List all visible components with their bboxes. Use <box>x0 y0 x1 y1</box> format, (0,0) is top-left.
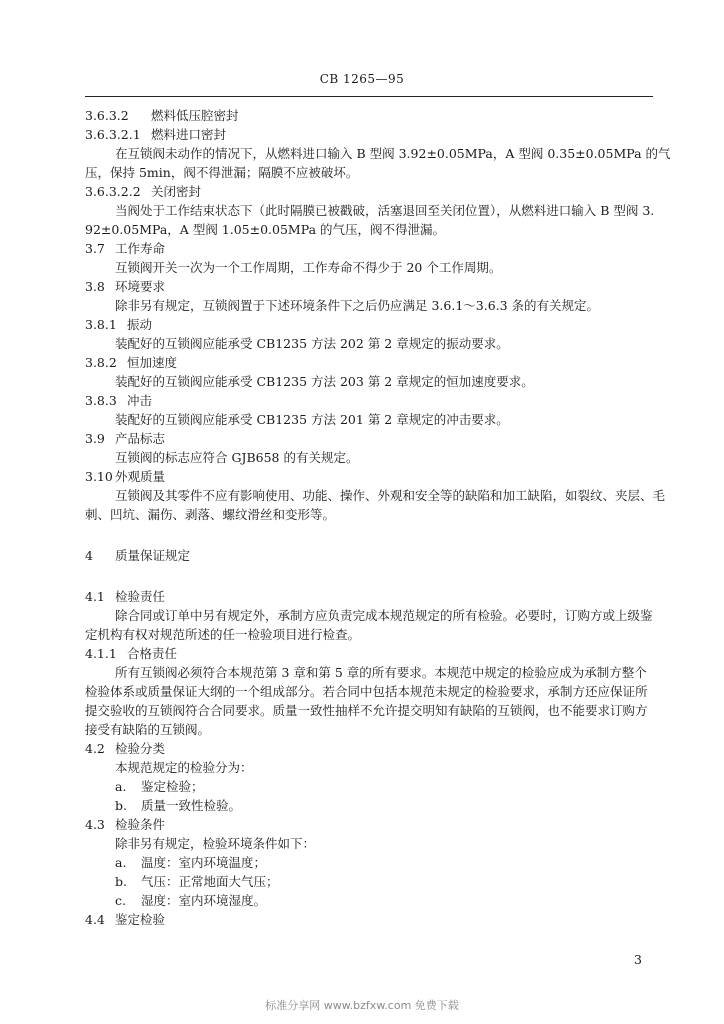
section-title: 燃料低压腔密封 <box>151 108 239 123</box>
paragraph-line: 除合同或订单中另有规定外，承制方应负责完成本规范规定的所有检验。必要时，订购方或上级鉴 <box>115 608 653 623</box>
paragraph-line: 刺、凹坑、漏伤、剥落、螺纹滑丝和变形等。 <box>85 507 336 522</box>
paragraph-line: 所有互锁阀必须符合本规范第 3 章和第 5 章的所有要求。本规范中规定的检验应成为承制方整个 <box>115 665 647 680</box>
section-heading <box>85 239 655 258</box>
page-number: 3 <box>634 952 642 967</box>
list-item-marker: a. <box>115 779 127 794</box>
list-item-marker: c. <box>115 893 126 908</box>
paragraph-line: 92±0.05MPa，A 型阀 1.05±0.05MPa 的气压，阀不得泄漏。 <box>85 222 445 237</box>
section-number: 3.8.1 <box>85 317 117 332</box>
section-number: 4.2 <box>85 741 105 756</box>
list-item <box>85 872 655 891</box>
spacer <box>85 524 655 546</box>
paragraph-line: 本规范规定的检验分为： <box>115 760 253 775</box>
section-number: 3.8 <box>85 279 105 294</box>
section-heading <box>85 277 655 296</box>
section-heading <box>85 106 655 125</box>
section-heading <box>85 739 655 758</box>
footer-watermark: 标准分享网 www.bzfxw.com 免费下载 <box>265 999 459 1012</box>
list-item <box>85 891 655 910</box>
section-title: 关闭密封 <box>151 184 202 199</box>
section-title: 恒加速度 <box>127 355 178 370</box>
paragraph-line: 装配好的互锁阀应能承受 CB1235 方法 203 第 2 章规定的恒加速度要求。 <box>115 374 534 389</box>
section-heading <box>85 587 655 606</box>
section-number: 4.1 <box>85 589 105 604</box>
chapter-number: 4 <box>85 548 93 563</box>
paragraph-line: 定机构有权对规范所述的任一检验项目进行检查。 <box>85 627 361 642</box>
section-number: 4.1.1 <box>85 646 117 661</box>
section-title: 产品标志 <box>115 431 166 446</box>
section-number: 3.10 <box>85 469 113 484</box>
section-number: 3.6.3.2.2 <box>85 184 141 199</box>
section-number: 4.3 <box>85 817 105 832</box>
paragraph-line: 除非另有规定，互锁阀置于下述环境条件下之后仍应满足 3.6.1～3.6.3 条的有关规定。 <box>115 298 600 313</box>
paragraph-line: 装配好的互锁阀应能承受 CB1235 方法 201 第 2 章规定的冲击要求。 <box>115 412 509 427</box>
chapter-title: 质量保证规定 <box>115 548 191 563</box>
section-number: 3.7 <box>85 241 105 256</box>
section-heading <box>85 467 655 486</box>
list-item-marker: b. <box>115 874 127 889</box>
section-number: 3.9 <box>85 431 105 446</box>
paragraph-line: 互锁阀的标志应符合 GJB658 的有关规定。 <box>115 450 359 465</box>
section-heading <box>85 429 655 448</box>
section-number: 3.6.3.2 <box>85 108 129 123</box>
spacer <box>85 565 655 587</box>
section-title: 环境要求 <box>115 279 166 294</box>
paragraph-line: 压，保持 5min，阀不得泄漏；隔膜不应被破坏。 <box>85 165 359 180</box>
list-item <box>85 853 655 872</box>
list-item <box>85 796 655 815</box>
section-heading <box>85 391 655 410</box>
paragraph-line: 提交验收的互锁阀符合合同要求。质量一致性抽样不允许提交明知有缺陷的互锁阀，也不能要求订购方 <box>85 703 648 718</box>
section-title: 燃料进口密封 <box>151 127 227 142</box>
list-item-marker: a. <box>115 855 127 870</box>
paragraph-line: 检验体系或质量保证大纲的一个组成部分。若合同中包括本规范未规定的检验要求，承制方还应保证所 <box>85 684 648 699</box>
paragraph-line: 当阀处于工作结束状态下（此时隔膜已被戳破，活塞退回至关闭位置），从燃料进口输入 B 型阀 3. <box>115 203 655 218</box>
list-item-marker: b. <box>115 798 127 813</box>
paragraph-line: 装配好的互锁阀应能承受 CB1235 方法 202 第 2 章规定的振动要求。 <box>115 336 509 351</box>
section-title: 检验分类 <box>115 741 166 756</box>
section-heading <box>85 815 655 834</box>
list-item-text: 温度：室内环境温度； <box>141 855 267 870</box>
section-heading <box>85 910 655 929</box>
section-title: 振动 <box>127 317 153 332</box>
section-heading <box>85 315 655 334</box>
section-title: 工作寿命 <box>115 241 166 256</box>
list-item-text: 质量一致性检验。 <box>141 798 242 813</box>
list-item-text: 湿度：室内环境湿度。 <box>141 893 267 908</box>
paragraph-line: 接受有缺陷的互锁阀。 <box>85 722 211 737</box>
section-title: 检验条件 <box>115 817 166 832</box>
paragraph-line: 除非另有规定，检验环境条件如下： <box>115 836 316 851</box>
header-rule <box>85 96 653 97</box>
section-heading <box>85 644 655 663</box>
section-title: 检验责任 <box>115 589 166 604</box>
section-heading <box>85 182 655 201</box>
section-title: 合格责任 <box>127 646 178 661</box>
section-title: 冲击 <box>127 393 153 408</box>
list-item <box>85 777 655 796</box>
list-item-text: 鉴定检验； <box>141 779 204 794</box>
section-heading <box>85 353 655 372</box>
section-number: 3.8.3 <box>85 393 117 408</box>
list-item-text: 气压：正常地面大气压； <box>141 874 279 889</box>
section-number: 4.4 <box>85 912 105 927</box>
chapter-heading <box>85 546 655 565</box>
standard-code-header: CB 1265—95 <box>319 72 405 86</box>
section-number: 3.8.2 <box>85 355 117 370</box>
section-title: 外观质量 <box>115 469 166 484</box>
paragraph-line: 在互锁阀未动作的情况下，从燃料进口输入 B 型阀 3.92±0.05MPa，A 型阀 0.35±0.05MPa 的气 <box>115 146 671 161</box>
paragraph-line: 互锁阀及其零件不应有影响使用、功能、操作、外观和安全等的缺陷和加工缺陷，如裂纹、夹层、毛 <box>115 488 666 503</box>
section-heading <box>85 125 655 144</box>
section-title: 鉴定检验 <box>115 912 166 927</box>
document-body <box>85 106 671 929</box>
paragraph-line: 互锁阀开关一次为一个工作周期，工作寿命不得少于 20 个工作周期。 <box>115 260 502 275</box>
section-number: 3.6.3.2.1 <box>85 127 141 142</box>
